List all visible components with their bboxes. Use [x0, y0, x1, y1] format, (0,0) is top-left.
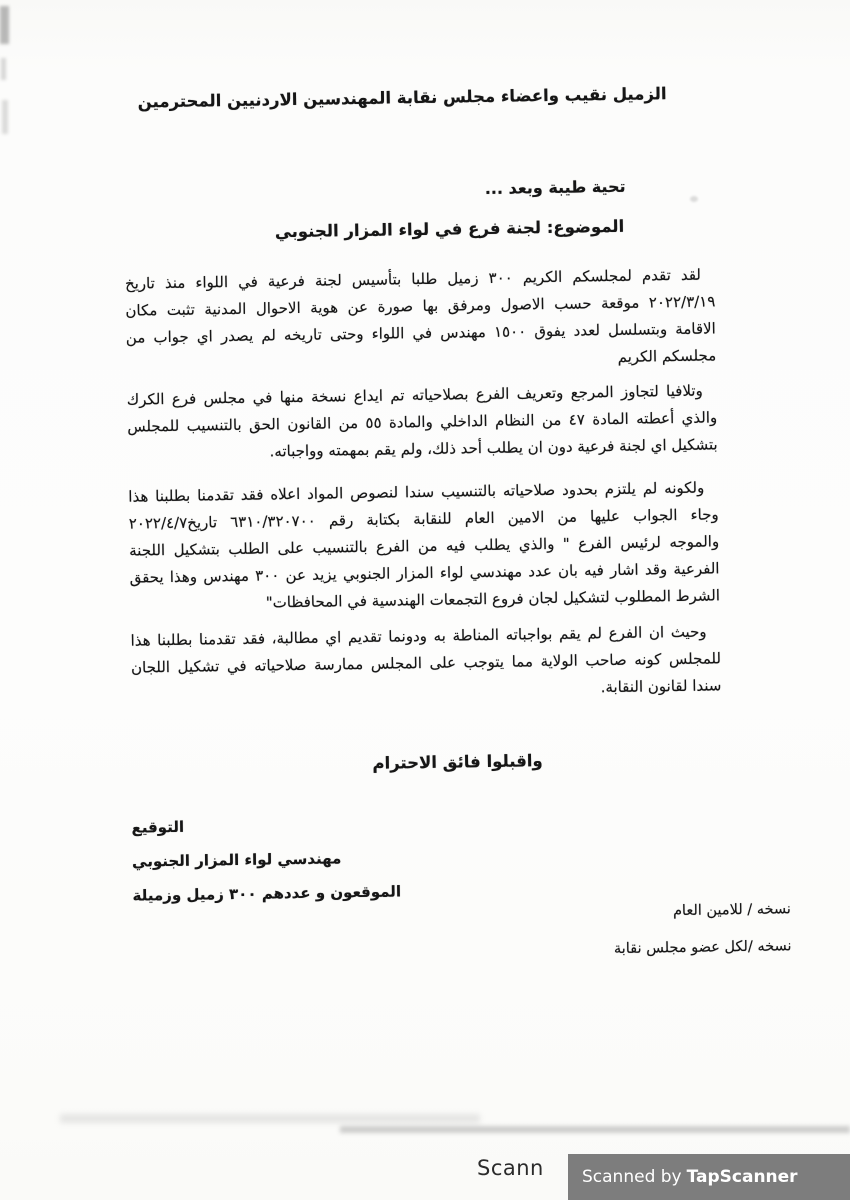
scanner-bar-prefix: Scanned by — [582, 1167, 682, 1187]
scanner-watermark-bar — [568, 1154, 850, 1200]
body-paragraph-2 — [127, 377, 718, 467]
signature-entity: مهندسي لواء المزار الجنوبي — [131, 849, 342, 871]
body-paragraph-3 — [128, 474, 720, 618]
paragraph-line: والذي أعطته المادة ٤٧ من النظام الداخلي والمادة ٥٥ من القانون الحق بالتنسيب للمجلس — [127, 408, 718, 436]
signature-count-line: الموقعون و عددهم ٣٠٠ زميل وزميلة — [132, 882, 402, 905]
body-paragraph-1 — [125, 261, 717, 378]
copy-line-council-members: نسخه /لكل عضو مجلس نقابة — [613, 938, 792, 958]
body-paragraph-4 — [130, 618, 721, 708]
paragraph-line: الفرعية وقد اشار فيه بان عدد مهندسي لواء المزار الجنوبي يزيد عن ٣٠٠ مهندس وهذا يحقق — [129, 559, 720, 587]
paragraph-line: والموجه لرئيس الفرع " والذي يطلب فيه من الفرع بالتنسيب على الطلب بتشكيل اللجنة — [129, 532, 720, 560]
signature-block — [131, 806, 401, 912]
scanner-bar-brand: TapScanner — [686, 1167, 798, 1187]
paragraph-line: مجلسكم الكريم — [617, 346, 717, 366]
greeting-line: تحية طيبة وبعد ... — [484, 176, 626, 199]
paragraph-line: وتلافيا لتجاوز المرجع وتعريف الفرع بصلاحياته تم ايداع نسخة منها في مجلس فرع الكرك — [126, 381, 703, 409]
paragraph-line: وجاء الجواب عليها من الامين العام للنقابة بكتابة رقم ٦٣١٠/٣٢٠٧٠٠ تاريخ٢٠٢٢/٤/٧ — [128, 505, 719, 533]
copy-line-secretary-general: نسخه / للامين العام — [672, 901, 792, 920]
subject-line: الموضوع: لجنة فرع في لواء المزار الجنوبي — [274, 216, 625, 242]
paragraph-line: لقد تقدم لمجلسكم الكريم ٣٠٠ زميل طلبا بتأسيس لجنة فرعية في اللواء منذ تاريخ — [124, 265, 702, 293]
paragraph-line: للمجلس كونه صاحب الولاية مما يتوجب على المجلس ممارسة صلاحياته في تشكيل اللجان — [130, 649, 722, 677]
scanner-watermark-partial-text: Scann — [477, 1156, 544, 1180]
paragraph-line: وحيث ان الفرع لم يقم بواجباته المناطة به ودونما تقديم اي مطالبة، فقد تقدمنا بطلبنا هذا — [130, 622, 707, 650]
paragraph-line: الشرط المطلوب لتشكيل لجان فروع التجمعات الهندسية في المحافظات" — [265, 586, 721, 612]
closing-salutation: واقبلوا فائق الاحترام — [372, 751, 543, 773]
paragraph-line: بتشكيل اي لجنة فرعية دون ان يطلب أحد ذلك، ولم يقم بمهمته وواجباته. — [269, 435, 718, 461]
paragraph-line: سندا لقانون النقابة. — [600, 676, 722, 697]
recipient-line: الزميل نقيب واعضاء مجلس نقابة المهندسين الاردنيين المحترمين — [137, 84, 667, 112]
copies-block — [613, 891, 792, 968]
signature-label: التوقيع — [131, 817, 185, 837]
paragraph-line: ولكونه لم يلتزم بحدود صلاحياته بالتنسيب سندا لنصوص المواد اعلاه فقد تقدمنا بطلبنا هذا — [128, 478, 705, 506]
paragraph-line: ٢٠٢٢/٣/١٩ موقعة حسب الاصول ومرفق بها صورة عن هوية الاحوال المدنية تثبت مكان — [125, 292, 716, 320]
paragraph-line: الاقامة وبتسلسل لعدد يفوق ١٥٠٠ مهندس في اللواء وحتى تاريخه لم يصدر اي جواب من — [125, 319, 716, 347]
